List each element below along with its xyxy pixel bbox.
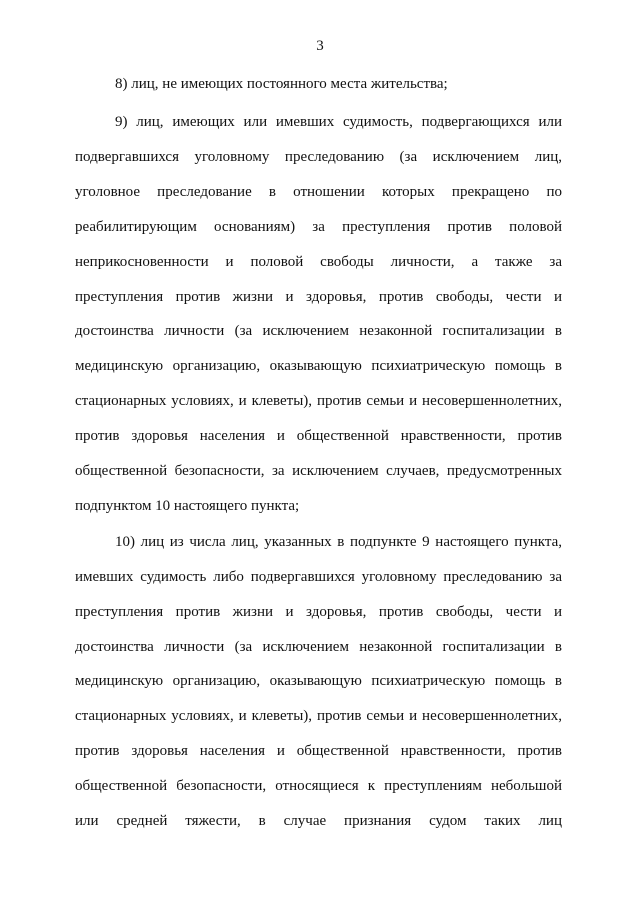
paragraph-line: стационарных условиях, и клеветы), против семьи и несовершеннолетних,	[75, 393, 562, 409]
paragraph-line: против здоровья населения и общественной нравственности, против	[75, 428, 562, 444]
paragraph-line: реабилитирующим основаниям) за преступления против половой	[75, 219, 562, 235]
paragraph-line: достоинства личности (за исключением незаконной госпитализации в	[75, 639, 562, 655]
paragraph-line: или средней тяжести, в случае признания судом таких лиц	[75, 813, 562, 829]
paragraph-line: 8) лиц, не имеющих постоянного места жительства;	[115, 76, 448, 92]
paragraph-line: преступления против жизни и здоровья, против свободы, чести и	[75, 289, 562, 305]
paragraph-line: подвергавшихся уголовному преследованию (за исключением лиц,	[75, 149, 562, 165]
paragraph-line: неприкосновенности и половой свободы личности, а также за	[75, 254, 562, 270]
paragraph-line: общественной безопасности, относящиеся к преступлениям небольшой	[75, 778, 562, 794]
paragraph-line: 10) лиц из числа лиц, указанных в подпункте 9 настоящего пункта,	[115, 534, 562, 550]
paragraph-line: медицинскую организацию, оказывающую психиатрическую помощь в	[75, 673, 562, 689]
paragraph-line: медицинскую организацию, оказывающую психиатрическую помощь в	[75, 358, 562, 374]
paragraph-line: против здоровья населения и общественной нравственности, против	[75, 743, 562, 759]
page-number: 3	[316, 38, 324, 54]
paragraph-line: 9) лиц, имеющих или имевших судимость, подвергающихся или	[115, 114, 562, 130]
paragraph-line: уголовное преследование в отношении которых прекращено по	[75, 184, 562, 200]
paragraph-line: подпунктом 10 настоящего пункта;	[75, 498, 300, 514]
paragraph-line: преступления против жизни и здоровья, против свободы, чести и	[75, 604, 562, 620]
paragraph-line: стационарных условиях, и клеветы), против семьи и несовершеннолетних,	[75, 708, 562, 724]
paragraph-line: общественной безопасности, за исключением случаев, предусмотренных	[75, 463, 562, 479]
paragraph-line: достоинства личности (за исключением незаконной госпитализации в	[75, 323, 562, 339]
paragraph-line: имевших судимость либо подвергавшихся уголовному преследованию за	[75, 569, 562, 585]
